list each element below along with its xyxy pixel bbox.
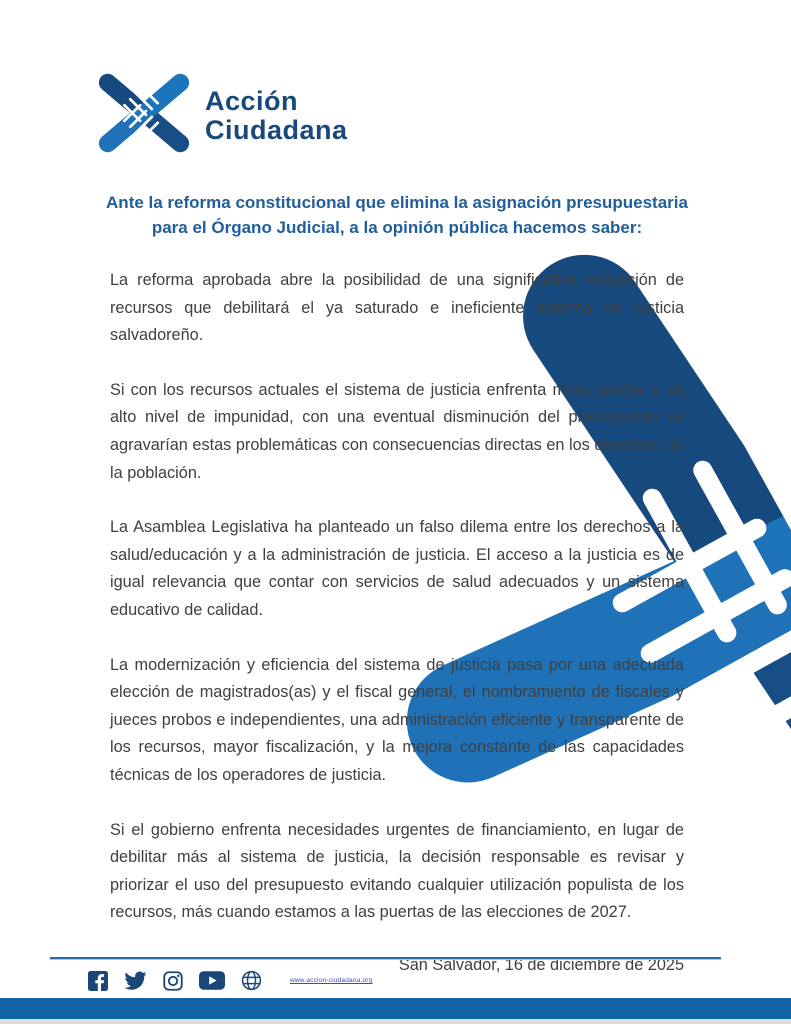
- logo-word-ciudadana: Ciudadana: [205, 115, 348, 145]
- page-bottom-edge: [0, 1019, 791, 1024]
- statement-title: Ante la reforma constitucional que elimina la asignación presupuestaria para el Órgano Judicial, a la opinión pública hacemos saber:: [106, 193, 688, 237]
- twitter-icon[interactable]: [124, 971, 147, 991]
- dateline: San Salvador, 16 de diciembre de 2025: [398, 955, 684, 974]
- facebook-icon[interactable]: [88, 971, 108, 991]
- paragraph-4: La modernización y eficiencia del sistema de justicia pasa por una adecuada elección de magistrados(as) y el fiscal general, el nombramiento de fiscales y jueces probos e independientes, una administración eficiente y transparente de los recursos, mayor fiscalización, y la mejora constante de las capacidades técnicas de los operadores de justicia.: [110, 655, 684, 784]
- youtube-icon[interactable]: [199, 971, 225, 990]
- logo-hands-x-icon: [93, 64, 195, 162]
- logo: [93, 64, 684, 162]
- logo-word-accion: Acción: [205, 86, 299, 116]
- paragraph-2: Si con los recursos actuales el sistema de justicia enfrenta mora judicial y un alto nivel de impunidad, con una eventual disminución del presupuesto se agravarían estas problemáticas con consecuencias directas en los derechos de la población.: [110, 380, 684, 482]
- website-link[interactable]: www.accion-ciudadana.org: [290, 977, 373, 984]
- paragraph-5: Si el gobierno enfrenta necesidades urgentes de financiamiento, en lugar de debilitar más al sistema de justicia, la decisión responsable es revisar y priorizar el uso del presupuesto evitando cualquier utilización populista de los recursos, más cuando estamos a las puertas de las elecciones de 2027.: [110, 820, 684, 922]
- footer-divider: [50, 957, 721, 960]
- logo-wordmark: [205, 87, 348, 145]
- footer-bar: [0, 998, 791, 1019]
- instagram-icon[interactable]: [163, 971, 183, 991]
- globe-icon[interactable]: [241, 970, 262, 991]
- footer-social-icons: [88, 970, 372, 991]
- paragraph-3: La Asamblea Legislativa ha planteado un falso dilema entre los derechos a la salud/educación y a la administración de justicia. El acceso a la justicia es de igual relevancia que contar con servicios de salud adecuados y un sistema educativo de calidad.: [110, 518, 684, 619]
- paragraph-1: La reforma aprobada abre la posibilidad de una significativa reducción de recursos que debilitará el ya saturado e ineficiente sistema de justicia salvadoreño.: [110, 271, 684, 345]
